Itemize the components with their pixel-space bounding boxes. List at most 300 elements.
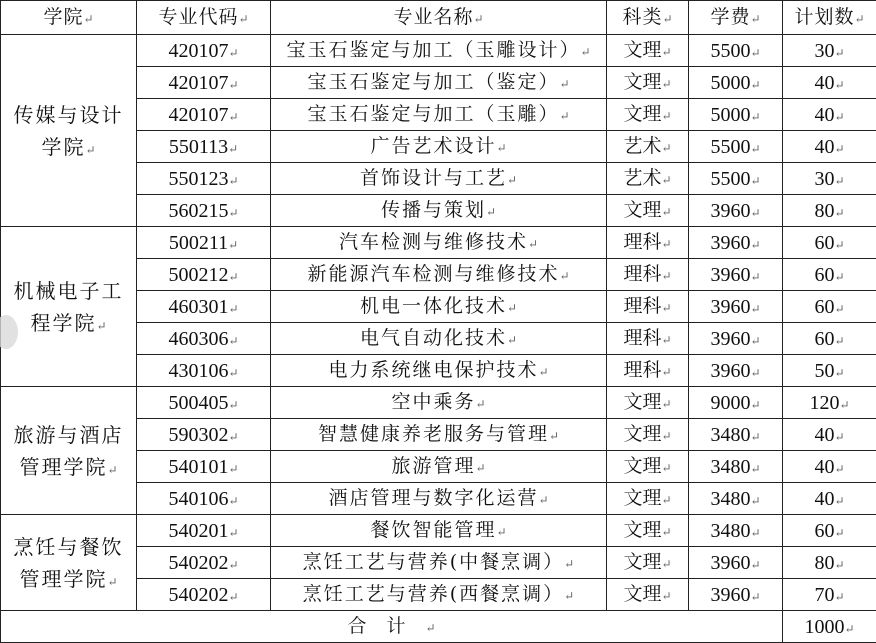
fee-cell-text: 5500: [710, 168, 750, 190]
header-row: [1, 1, 876, 35]
paragraph-mark: ↵: [834, 526, 844, 540]
college-name-line: 烹饪与餐饮: [1, 531, 136, 563]
paragraph-mark: ↵: [834, 110, 844, 124]
major-name-cell-text: 烹饪工艺与营养(中餐烹调）: [303, 551, 564, 573]
paragraph-mark: ↵: [538, 365, 548, 379]
fee-cell: [689, 163, 783, 195]
paragraph-mark: ↵: [228, 174, 238, 188]
fee-cell: [689, 419, 783, 451]
category-cell: [607, 163, 689, 195]
plan-cell: [783, 483, 876, 515]
paragraph-mark: ↵: [750, 238, 760, 252]
major-name-cell: [271, 291, 607, 323]
category-cell-text: 艺术: [623, 135, 661, 157]
plan-cell-text: 120: [809, 392, 839, 414]
major-name-cell: [271, 163, 607, 195]
header-fee: 学费↵: [689, 1, 783, 35]
paragraph-mark: ↵: [85, 143, 95, 157]
paragraph-mark: ↵: [834, 590, 844, 604]
fee-cell: [689, 483, 783, 515]
paragraph-mark: ↵: [834, 462, 844, 476]
college-name-line: 机械电子工: [1, 275, 136, 307]
category-cell-text: 理科: [623, 263, 661, 285]
paragraph-mark: ↵: [844, 622, 854, 636]
total-value-cell-text: 1000: [804, 616, 844, 638]
paragraph-mark: ↵: [228, 142, 238, 156]
category-cell-text: 文理: [623, 487, 661, 509]
major-name-cell: [271, 131, 607, 163]
header-category: 科类↵: [607, 1, 689, 35]
plan-cell: [783, 227, 876, 259]
major-name-cell-text: 空中乘务: [391, 391, 475, 413]
paragraph-mark: ↵: [661, 493, 671, 507]
paragraph-mark: ↵: [834, 334, 844, 348]
category-cell: [607, 483, 689, 515]
college-cell: [1, 227, 137, 387]
paragraph-mark: ↵: [661, 461, 671, 475]
major-name-cell-text: 智慧健康养老服务与管理: [318, 423, 549, 445]
plan-cell: [783, 355, 876, 387]
category-cell-text: 文理: [623, 103, 661, 125]
major-code-cell: [137, 451, 271, 483]
paragraph-mark: ↵: [834, 46, 844, 60]
major-code-cell: [137, 579, 271, 611]
category-cell: [607, 547, 689, 579]
plan-cell-text: 80: [814, 552, 834, 574]
major-code-cell: [137, 131, 271, 163]
major-code-cell-text: 500212: [168, 264, 228, 286]
fee-cell: [689, 579, 783, 611]
major-name-cell: [271, 323, 607, 355]
major-code-cell-text: 550123: [168, 168, 228, 190]
major-code-cell-text: 420107: [168, 72, 228, 94]
paragraph-mark: ↵: [228, 526, 238, 540]
paragraph-mark: ↵: [750, 590, 760, 604]
fee-cell: [689, 227, 783, 259]
major-code-cell: [137, 67, 271, 99]
category-cell-text: 文理: [623, 199, 661, 221]
major-code-cell-text: 590302: [168, 424, 228, 446]
major-name-cell: [271, 483, 607, 515]
paragraph-mark: ↵: [750, 334, 760, 348]
plan-cell-text: 40: [814, 456, 834, 478]
category-cell: [607, 99, 689, 131]
category-cell: [607, 515, 689, 547]
category-cell-text: 文理: [623, 583, 661, 605]
major-code-cell-text: 460306: [168, 328, 228, 350]
plan-cell: [783, 291, 876, 323]
major-code-cell-text: 500211: [169, 232, 228, 254]
plan-cell-text: 60: [814, 520, 834, 542]
category-cell: [607, 323, 689, 355]
paragraph-mark: ↵: [834, 302, 844, 316]
paragraph-mark: ↵: [750, 270, 760, 284]
fee-cell-text: 5000: [710, 104, 750, 126]
fee-cell: [689, 291, 783, 323]
major-code-cell: [137, 515, 271, 547]
plan-cell: [783, 515, 876, 547]
fee-cell: [689, 195, 783, 227]
fee-cell: [689, 35, 783, 67]
plan-cell-text: 50: [814, 360, 834, 382]
category-cell-text: 文理: [623, 423, 661, 445]
paragraph-mark: ↵: [507, 333, 517, 347]
college-cell: [1, 387, 137, 515]
major-name-cell-text: 传播与策划: [381, 199, 486, 221]
fee-cell-text: 3480: [710, 520, 750, 542]
paragraph-mark: ↵: [228, 334, 238, 348]
paragraph-mark: ↵: [228, 430, 238, 444]
paragraph-mark: ↵: [107, 463, 117, 477]
fee-cell: [689, 451, 783, 483]
major-name-cell: [271, 195, 607, 227]
category-cell: [607, 355, 689, 387]
major-name-cell: [271, 579, 607, 611]
paragraph-mark: ↵: [228, 302, 238, 316]
college-name-line: 旅游与酒店: [1, 419, 136, 451]
paragraph-mark: ↵: [559, 77, 569, 91]
paragraph-mark: ↵: [750, 302, 760, 316]
paragraph-mark: ↵: [834, 270, 844, 284]
paragraph-mark: ↵: [661, 589, 671, 603]
paragraph-mark: ↵: [580, 45, 590, 59]
major-code-cell-text: 500405: [168, 392, 228, 414]
paragraph-mark: ↵: [839, 398, 849, 412]
fee-cell-text: 3960: [710, 232, 750, 254]
plan-cell: [783, 67, 876, 99]
category-cell: [607, 579, 689, 611]
fee-cell: [689, 323, 783, 355]
paragraph-mark: ↵: [661, 557, 671, 571]
plan-cell-text: 40: [814, 424, 834, 446]
category-cell: [607, 227, 689, 259]
plan-cell: [783, 259, 876, 291]
category-cell: [607, 419, 689, 451]
major-name-cell-text: 宝玉石鉴定与加工（玉雕）: [307, 103, 559, 125]
paragraph-mark: ↵: [228, 494, 238, 508]
paragraph-mark: ↵: [228, 78, 238, 92]
table-body: [1, 35, 876, 643]
paragraph-mark: ↵: [564, 557, 574, 571]
plan-cell: [783, 419, 876, 451]
major-code-cell-text: 420107: [168, 40, 228, 62]
paragraph-mark: ↵: [228, 462, 238, 476]
paragraph-mark: ↵: [507, 301, 517, 315]
major-name-cell-text: 烹饪工艺与营养(西餐烹调）: [303, 583, 564, 605]
fee-cell-text: 3960: [710, 200, 750, 222]
paragraph-mark: ↵: [750, 110, 760, 124]
fee-cell: [689, 387, 783, 419]
paragraph-mark: ↵: [834, 78, 844, 92]
header-code: 专业代码↵: [137, 1, 271, 35]
plan-cell: [783, 323, 876, 355]
paragraph-mark: ↵: [549, 429, 559, 443]
paragraph-mark: ↵: [834, 238, 844, 252]
plan-cell: [783, 579, 876, 611]
plan-cell-text: 40: [814, 136, 834, 158]
plan-cell-text: 30: [814, 168, 834, 190]
fee-cell-text: 3960: [710, 328, 750, 350]
plan-cell-text: 40: [814, 104, 834, 126]
college-name-line: 管理学院↵: [1, 563, 136, 595]
paragraph-mark: ↵: [661, 525, 671, 539]
paragraph-mark: ↵: [661, 397, 671, 411]
college-cell: [1, 35, 137, 227]
table-row: [1, 387, 876, 419]
major-name-cell-text: 机电一体化技术: [360, 295, 507, 317]
major-code-cell-text: 540202: [168, 552, 228, 574]
fee-cell-text: 9000: [710, 392, 750, 414]
major-name-cell: [271, 451, 607, 483]
fee-cell: [689, 99, 783, 131]
paragraph-mark: ↵: [750, 430, 760, 444]
major-code-cell: [137, 227, 271, 259]
fee-cell-text: 3960: [710, 296, 750, 318]
plan-cell: [783, 35, 876, 67]
major-name-cell-text: 旅游管理: [391, 455, 475, 477]
total-label: 合计: [347, 615, 425, 637]
paragraph-mark: ↵: [661, 429, 671, 443]
paragraph-mark: ↵: [661, 77, 671, 91]
paragraph-mark: ↵: [750, 494, 760, 508]
fee-cell-text: 3480: [710, 424, 750, 446]
paragraph-mark: ↵: [834, 366, 844, 380]
major-code-cell-text: 420107: [168, 104, 228, 126]
paragraph-mark: ↵: [661, 365, 671, 379]
fee-cell-text: 3480: [710, 456, 750, 478]
major-name-cell-text: 新能源汽车检测与维修技术: [307, 263, 559, 285]
category-cell: [607, 195, 689, 227]
fee-cell: [689, 355, 783, 387]
paragraph-mark: ↵: [496, 525, 506, 539]
paragraph-mark: ↵: [538, 493, 548, 507]
category-cell-text: 文理: [623, 391, 661, 413]
major-code-cell-text: 540101: [168, 456, 228, 478]
paragraph-mark: ↵: [750, 78, 760, 92]
major-name-cell-text: 宝玉石鉴定与加工（玉雕设计）: [286, 39, 580, 61]
header-plan: 计划数↵: [783, 1, 876, 35]
major-name-cell-text: 餐饮智能管理: [370, 519, 496, 541]
plan-cell-text: 40: [814, 72, 834, 94]
plan-cell-text: 60: [814, 232, 834, 254]
paragraph-mark: ↵: [834, 174, 844, 188]
major-code-cell: [137, 547, 271, 579]
major-code-cell: [137, 419, 271, 451]
major-name-cell-text: 广告艺术设计: [370, 135, 496, 157]
major-code-cell: [137, 35, 271, 67]
plan-cell: [783, 195, 876, 227]
fee-cell-text: 3960: [710, 552, 750, 574]
plan-cell: [783, 163, 876, 195]
paragraph-mark: ↵: [228, 46, 238, 60]
paragraph-mark: ↵: [750, 366, 760, 380]
paragraph-mark: ↵: [661, 333, 671, 347]
college-name-line: 程学院↵: [1, 307, 136, 339]
category-cell-text: 文理: [623, 519, 661, 541]
paragraph-mark: ↵: [475, 461, 485, 475]
major-code-cell-text: 460301: [168, 296, 228, 318]
fee-cell: [689, 547, 783, 579]
paragraph-mark: ↵: [661, 301, 671, 315]
paragraph-mark: ↵: [228, 110, 238, 124]
category-cell: [607, 259, 689, 291]
paragraph-mark: ↵: [425, 621, 435, 635]
paragraph-mark: ↵: [834, 206, 844, 220]
paragraph-mark: ↵: [486, 205, 496, 219]
paragraph-mark: ↵: [228, 398, 238, 412]
paragraph-mark: ↵: [228, 366, 238, 380]
category-cell-text: 理科: [623, 231, 661, 253]
category-cell: [607, 35, 689, 67]
major-code-cell-text: 540106: [168, 488, 228, 510]
table-row: [1, 227, 876, 259]
paragraph-mark: ↵: [834, 142, 844, 156]
category-cell-text: 理科: [623, 327, 661, 349]
major-code-cell: [137, 291, 271, 323]
plan-cell-text: 70: [814, 584, 834, 606]
major-code-cell-text: 540202: [168, 584, 228, 606]
major-name-cell-text: 首饰设计与工艺: [360, 167, 507, 189]
plan-cell-text: 60: [814, 264, 834, 286]
paragraph-mark: ↵: [559, 109, 569, 123]
major-name-cell: [271, 547, 607, 579]
major-name-cell: [271, 419, 607, 451]
category-cell-text: 理科: [623, 359, 661, 381]
paragraph-mark: ↵: [661, 237, 671, 251]
major-name-cell-text: 宝玉石鉴定与加工（鉴定）: [307, 71, 559, 93]
paragraph-mark: ↵: [496, 141, 506, 155]
major-code-cell: [137, 163, 271, 195]
major-name-cell-text: 酒店管理与数字化运营: [328, 487, 538, 509]
category-cell: [607, 291, 689, 323]
major-name-cell-text: 电力系统继电保护技术: [328, 359, 538, 381]
major-code-cell: [137, 483, 271, 515]
paragraph-mark: ↵: [228, 590, 238, 604]
major-name-cell: [271, 515, 607, 547]
fee-cell-text: 5500: [710, 136, 750, 158]
major-name-cell: [271, 99, 607, 131]
paragraph-mark: ↵: [834, 430, 844, 444]
major-name-cell: [271, 259, 607, 291]
paragraph-mark: ↵: [528, 237, 538, 251]
paragraph-mark: ↵: [475, 397, 485, 411]
plan-cell-text: 60: [814, 296, 834, 318]
major-code-cell-text: 560215: [168, 200, 228, 222]
table-row: [1, 35, 876, 67]
plan-cell: [783, 547, 876, 579]
paragraph-mark: ↵: [750, 558, 760, 572]
major-code-cell: [137, 323, 271, 355]
major-code-cell: [137, 195, 271, 227]
paragraph-mark: ↵: [228, 238, 238, 252]
college-name-line: 管理学院↵: [1, 451, 136, 483]
category-cell: [607, 451, 689, 483]
major-name-cell: [271, 227, 607, 259]
paragraph-mark: ↵: [750, 206, 760, 220]
paragraph-mark: ↵: [228, 206, 238, 220]
fee-cell-text: 3480: [710, 488, 750, 510]
paragraph-mark: ↵: [661, 173, 671, 187]
paragraph-mark: ↵: [750, 398, 760, 412]
major-code-cell-text: 540201: [168, 520, 228, 542]
college-cell: [1, 515, 137, 611]
plan-cell-text: 60: [814, 328, 834, 350]
paragraph-mark: ↵: [107, 575, 117, 589]
table-row: [1, 515, 876, 547]
plan-cell-text: 30: [814, 40, 834, 62]
header-college: 学院↵: [1, 1, 137, 35]
plan-cell-text: 40: [814, 488, 834, 510]
paragraph-mark: ↵: [834, 558, 844, 572]
fee-cell-text: 3960: [710, 584, 750, 606]
fee-cell: [689, 515, 783, 547]
plan-cell-text: 80: [814, 200, 834, 222]
paragraph-mark: ↵: [750, 526, 760, 540]
plan-cell: [783, 387, 876, 419]
major-name-cell: [271, 355, 607, 387]
paragraph-mark: ↵: [661, 109, 671, 123]
paragraph-mark: ↵: [661, 269, 671, 283]
category-cell: [607, 131, 689, 163]
plan-cell: [783, 99, 876, 131]
paragraph-mark: ↵: [661, 205, 671, 219]
category-cell-text: 文理: [623, 455, 661, 477]
major-name-cell-text: 电气自动化技术: [360, 327, 507, 349]
category-cell-text: 文理: [623, 551, 661, 573]
category-cell-text: 艺术: [623, 167, 661, 189]
fee-cell-text: 5000: [710, 72, 750, 94]
category-cell-text: 文理: [623, 71, 661, 93]
category-cell-text: 理科: [623, 295, 661, 317]
paragraph-mark: ↵: [834, 494, 844, 508]
major-name-cell: [271, 387, 607, 419]
fee-cell: [689, 67, 783, 99]
paragraph-mark: ↵: [96, 319, 106, 333]
category-cell-text: 文理: [623, 39, 661, 61]
fee-cell-text: 5500: [710, 40, 750, 62]
header-name: 专业名称↵: [271, 1, 607, 35]
major-code-cell-text: 550113: [169, 136, 228, 158]
paragraph-mark: ↵: [750, 46, 760, 60]
paragraph-mark: ↵: [507, 173, 517, 187]
fee-cell-text: 3960: [710, 360, 750, 382]
plan-cell: [783, 451, 876, 483]
paragraph-mark: ↵: [564, 589, 574, 603]
college-name-line: 学院↵: [1, 131, 136, 163]
paragraph-mark: ↵: [750, 174, 760, 188]
category-cell: [607, 387, 689, 419]
paragraph-mark: ↵: [661, 45, 671, 59]
major-code-cell: [137, 99, 271, 131]
paragraph-mark: ↵: [559, 269, 569, 283]
fee-cell: [689, 259, 783, 291]
major-name-cell: [271, 67, 607, 99]
paragraph-mark: ↵: [750, 142, 760, 156]
plan-cell: [783, 131, 876, 163]
paragraph-mark: ↵: [228, 558, 238, 572]
major-code-cell-text: 430106: [168, 360, 228, 382]
major-code-cell: [137, 259, 271, 291]
major-code-cell: [137, 355, 271, 387]
fee-cell-text: 3960: [710, 264, 750, 286]
major-name-cell-text: 汽车检测与维修技术: [339, 231, 528, 253]
major-code-cell: [137, 387, 271, 419]
paragraph-mark: ↵: [228, 270, 238, 284]
fee-cell: [689, 131, 783, 163]
category-cell: [607, 67, 689, 99]
college-name-line: 传媒与设计: [1, 99, 136, 131]
paragraph-mark: ↵: [661, 141, 671, 155]
